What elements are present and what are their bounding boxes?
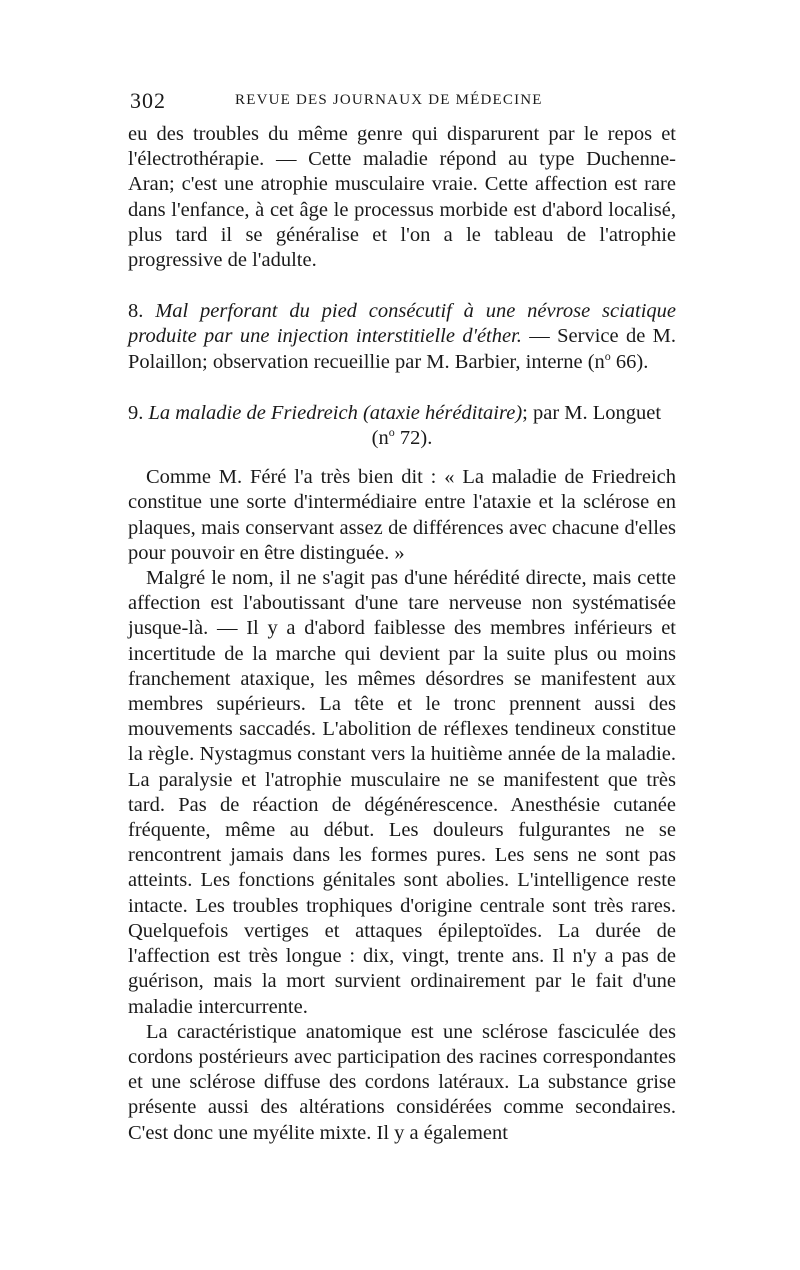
running-title: REVUE DES JOURNAUX DE MÉDECINE: [235, 92, 543, 108]
paragraph-anatomy: La caractéristique anatomique est une sclérose fasciculée des cordons postérieurs avec participation des racines correspondantes et une sclérose diffuse des cordons latéraux. La substance grise présente aussi des altérations considérées comme secondaires. C'est donc une myélite mixte. Il y a également: [128, 1020, 676, 1144]
numero-superscript: o: [604, 348, 611, 363]
item-title: Mal perforant du pied consécutif à une névrose sciatique produite par une injection interstitielle d'éther.: [128, 300, 676, 348]
section-spacer: [128, 451, 676, 465]
reference-item-9: [128, 401, 676, 426]
paragraph-symptoms: Malgré le nom, il ne s'agit pas d'une hérédité directe, mais cette affection est l'aboutissant d'une tare nerveuse non systématisée jusque-là. — Il y a d'abord faiblesse des membres inférieurs et incertitude de la marche qui devient par la suite plus ou moins franchement ataxique, les mêmes désordres se manifestent aux membres supérieurs. La tête et le tronc prennent aussi des mouvements saccadés. L'abolition de réflexes tendineux constitue la règle. Nystagmus constant vers la huitième année de la maladie. La paralysie et l'atrophie musculaire ne se manifestent que très tard. Pas de réaction de dégénérescence. Anesthésie cutanée fréquente, même au début. Les douleurs fulgurantes ne se rencontrent jamais dans les formes pures. Les sens ne sont pas atteints. Les fonctions génitales sont abolies. L'intelligence reste intacte. Les troubles trophiques d'origine centrale sont très rares. Quelquefois vertiges et attaques épileptoïdes. La durée de l'affection est très longue : dix, vingt, trente ans. Il n'y a pas de guérison, mais la mort survient ordinairement par le fait d'une maladie intercurrente.: [128, 567, 676, 1018]
item-ref-number: 66).: [610, 350, 649, 373]
body-text: [128, 122, 676, 1146]
item-number: 9.: [128, 401, 144, 424]
reference-item-9-number: ($n^o$ 72).: [371, 425, 433, 450]
item-details: ; par M. Longuet: [522, 401, 662, 424]
page-header: [130, 88, 670, 118]
item-number: 8.: [128, 300, 144, 323]
paragraph-continuation: eu des troubles du même genre qui disparurent par le repos et l'électrothérapie. — Cette maladie répond au type Duchenne-Aran; c'est une atrophie musculaire vraie. Cette affection est rare dans l'enfance, à cet âge le processus morbide est d'abord localisé, plus tard il se généralise et l'on a le tableau de l'atrophie progressive de l'adulte.: [128, 123, 676, 272]
paragraph-quote: Comme M. Féré l'a très bien dit : « La maladie de Friedreich constitue une sorte d'intermédiaire entre l'ataxie et la sclérose en plaques, mais conservant assez de différences avec chacune d'elles pour pouvoir en être distinguée. »: [128, 466, 676, 564]
item-details: — Service de M. Polaillon; observation recueillie par M. Barbier, interne (n: [128, 325, 676, 373]
section-spacer: [128, 273, 676, 299]
page-number: 302: [130, 88, 166, 113]
section-spacer: [128, 375, 676, 401]
numero-superscript: o: [388, 425, 395, 440]
reference-item-8: [128, 299, 676, 375]
item-title: La maladie de Friedreich (ataxie héréditaire): [148, 401, 523, 424]
